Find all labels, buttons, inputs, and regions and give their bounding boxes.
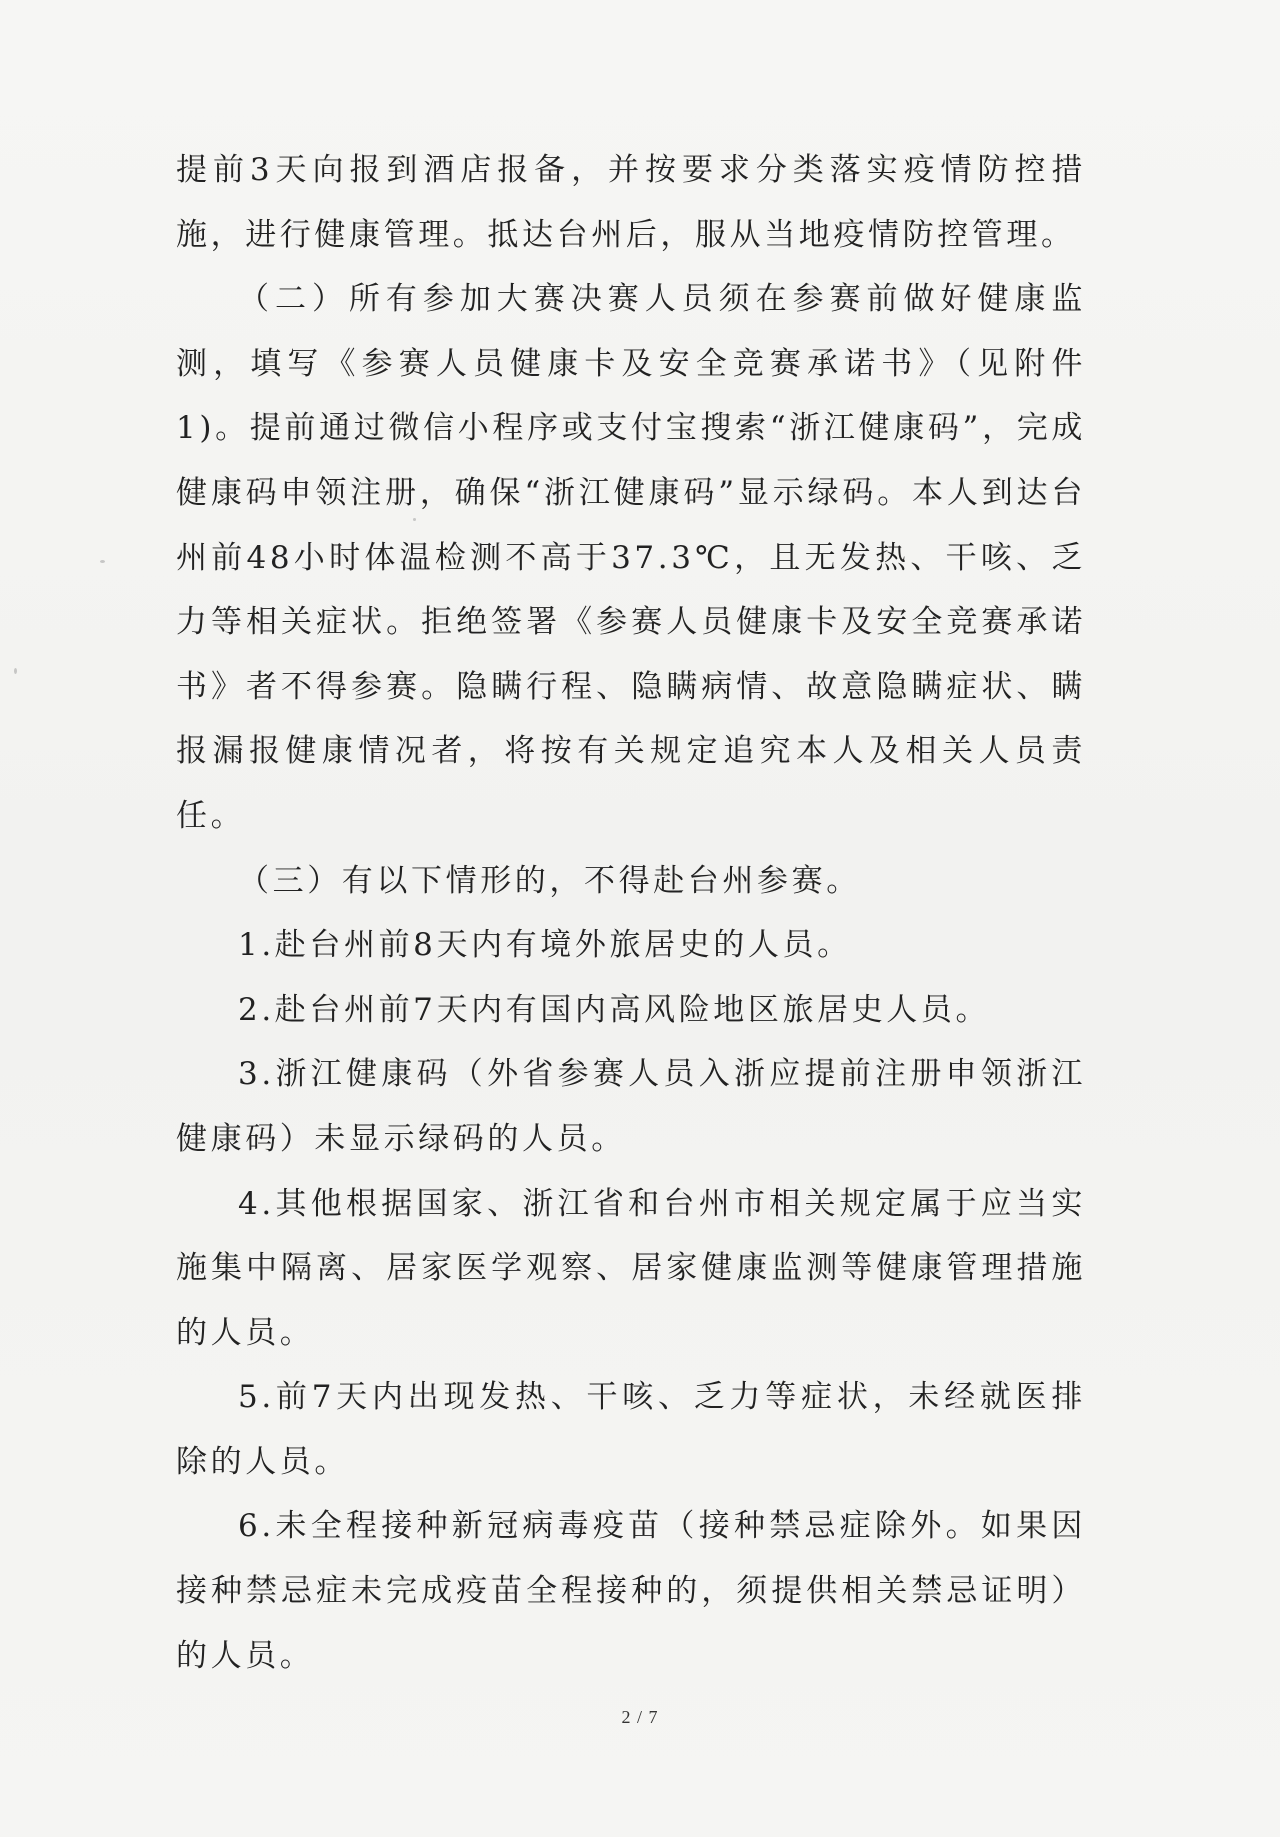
list-item-5: 5.前7天内出现发热、干咳、乏力等症状，未经就医排除的人员。 [176, 1379, 1086, 1480]
scan-speck [100, 560, 105, 563]
document-body [176, 138, 1086, 1688]
scan-speck [413, 518, 416, 521]
list-item-4: 4.其他根据国家、浙江省和台州市相关规定属于应当实施集中隔离、居家医学观察、居家健康监测等健康管理措施的人员。 [176, 1185, 1086, 1351]
scan-speck [14, 668, 17, 674]
paragraph-1: 提前3天向报到酒店报备，并按要求分类落实疫情防控措施，进行健康管理。抵达台州后，服从当地疫情防控管理。 [176, 152, 1086, 253]
list-item-2: 2.赴台州前7天内有国内高风险地区旅居史人员。 [238, 991, 991, 1028]
paragraph-3: （三）有以下情形的，不得赴台州参赛。 [238, 862, 861, 899]
list-item-3: 3.浙江健康码（外省参赛人员入浙应提前注册申领浙江健康码）未显示绿码的人员。 [176, 1056, 1086, 1157]
page-number: 2 / 7 [621, 1707, 659, 1727]
list-item-6: 6.未全程接种新冠病毒疫苗（接种禁忌症除外。如果因接种禁忌症未完成疫苗全程接种的，须提供相关禁忌证明）的人员。 [176, 1508, 1086, 1674]
list-item-1: 1.赴台州前8天内有境外旅居史的人员。 [238, 927, 852, 964]
paragraph-2: （二）所有参加大赛决赛人员须在参赛前做好健康监测，填写《参赛人员健康卡及安全竞赛承诺书》（见附件1)。提前通过微信小程序或支付宝搜索“浙江健康码”，完成健康码申领注册，确保“浙江健康码”显示绿码。本人到达台州前48小时体温检测不高于37.3℃，且无发热、干咳、乏力等相关症状。拒绝签署《参赛人员健康卡及安全竞赛承诺书》者不得参赛。隐瞒行程、隐瞒病情、故意隐瞒症状、瞒报漏报健康情况者，将按有关规定追究本人及相关人员责任。 [176, 281, 1086, 834]
